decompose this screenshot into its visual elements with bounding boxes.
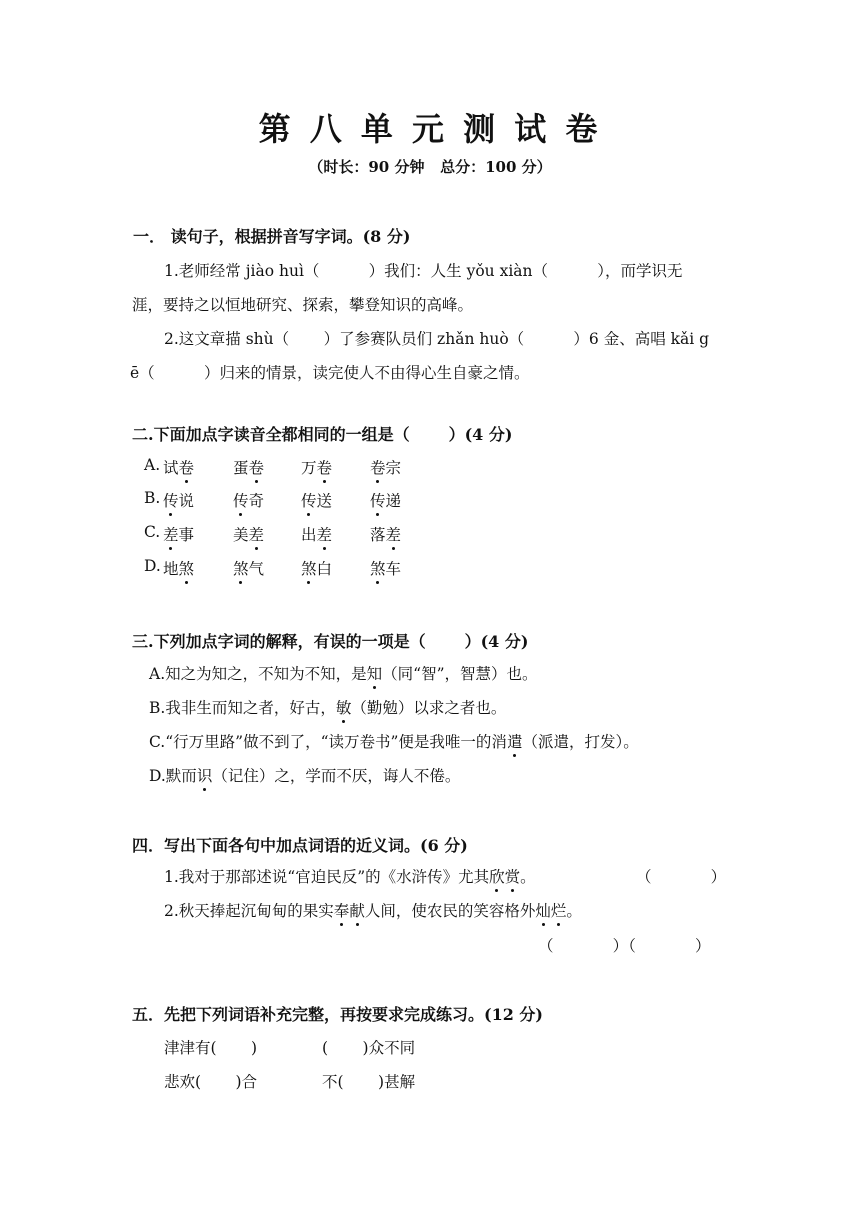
s5-idiom-3: 悲欢( )合	[164, 1073, 258, 1091]
s2-option-word: 地煞	[163, 557, 194, 579]
s2-option-label: A.	[144, 456, 161, 474]
page-title: 第 八 单 元 测 试 卷	[258, 110, 602, 148]
s2-option-word: 传送	[301, 489, 332, 511]
s2-option-word: 万卷	[301, 456, 332, 478]
s2-option-word: 蛋卷	[233, 456, 264, 478]
s1-line-3: 2.这文章描 shù（ ）了参赛队员们 zhǎn huò（ ）6 金、高唱 kǎi g	[164, 330, 710, 348]
s5-idiom-2: ( )众不同	[322, 1039, 416, 1057]
section-1-heading: 一． 读句子，根据拼音写字词。(8 分)	[133, 227, 411, 246]
s4-answer-blanks-2: （ ）（ ）	[538, 937, 711, 955]
s2-option-word: 煞白	[301, 557, 332, 579]
section-5-heading: 五．先把下列词语补充完整，再按要求完成练习。(12 分)	[132, 1005, 543, 1024]
s3-option-d: D.默而识（记住）之，学而不厌，诲人不倦。	[149, 764, 460, 786]
s3-option-b: B.我非生而知之者，好古，敏（勤勉）以求之者也。	[149, 696, 506, 718]
s2-option-word: 煞车	[370, 557, 401, 579]
s2-option-word: 试卷	[163, 456, 194, 478]
s2-option-word: 美差	[233, 523, 264, 545]
s2-option-word: 卷宗	[370, 456, 401, 478]
s2-option-word: 传奇	[233, 489, 264, 511]
s2-option-label: B.	[144, 489, 161, 507]
section-4-heading: 四．写出下面各句中加点词语的近义词。(6 分)	[132, 836, 468, 855]
section-3-heading: 三.下列加点字词的解释，有误的一项是（ ）(4 分)	[132, 632, 529, 651]
s4-question-1: 1.我对于那部述说“官迫民反”的《水浒传》尤其欣赏。	[164, 865, 536, 887]
s2-option-word: 差事	[163, 523, 194, 545]
s2-option-word: 煞气	[233, 557, 264, 579]
s3-option-a: A.知之为知之，不知为不知，是知（同“智”，智慧）也。	[149, 662, 538, 684]
s2-option-label: C.	[144, 523, 161, 541]
s2-option-word: 传说	[163, 489, 194, 511]
s4-answer-blank-1: （ ）	[636, 868, 727, 886]
s4-question-2: 2.秋天捧起沉甸甸的果实奉献人间，使农民的笑容格外灿烂。	[164, 899, 582, 921]
s2-option-label: D.	[144, 557, 161, 575]
s3-option-c: C.“行万里路”做不到了，“读万卷书”便是我唯一的消遣（派遣，打发）。	[149, 730, 639, 752]
section-2-heading: 二.下面加点字读音全都相同的一组是（ ）(4 分)	[132, 425, 513, 444]
exam-info: （时长：90 分钟 总分：100 分）	[308, 158, 552, 176]
s2-option-word: 出差	[301, 523, 332, 545]
s5-idiom-1: 津津有( )	[164, 1039, 258, 1057]
s1-line-1: 1.老师经常 jiào huì（ ）我们：人生 yǒu xiàn（ ），而学识无	[164, 262, 683, 280]
s1-line-4: ē（ ）归来的情景，读完使人不由得心生自豪之情。	[130, 364, 530, 382]
s5-idiom-4: 不( )甚解	[322, 1073, 416, 1091]
s2-option-word: 传递	[370, 489, 401, 511]
s2-option-word: 落差	[370, 523, 401, 545]
s1-line-2: 涯，要持之以恒地研究、探索，攀登知识的高峰。	[132, 296, 474, 314]
